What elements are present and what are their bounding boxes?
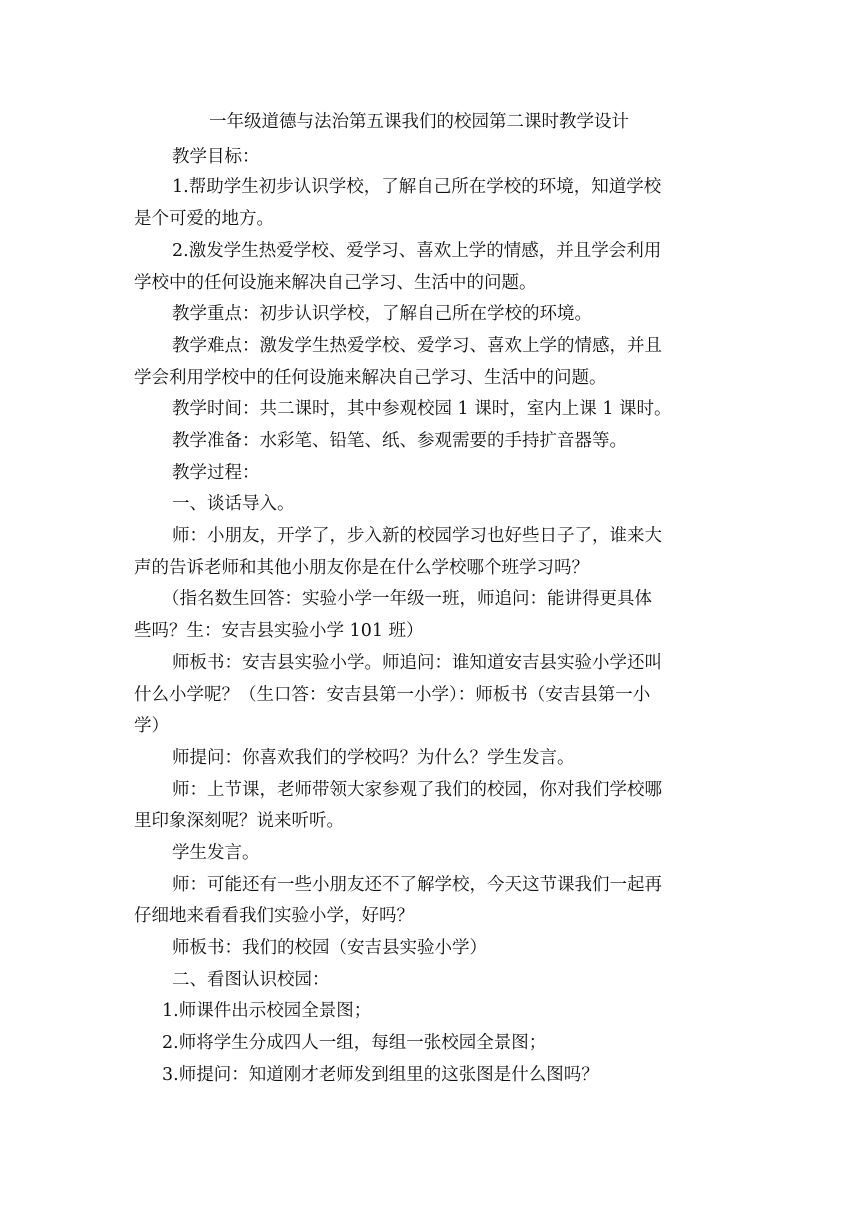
paragraph-line: 学校中的任何设施来解决自己学习、生活中的问题。 [134,273,537,293]
paragraph-line: 些吗？生：安吉县实验小学 101 班） [134,621,424,641]
paragraph-line: 师板书：安吉县实验小学。师追问：谁知道安吉县实验小学还叫 [172,653,662,673]
paragraph-line: 学会利用学校中的任何设施来解决自己学习、生活中的问题。 [134,368,607,388]
section-heading-process: 教学过程： [172,463,260,483]
document-title: 一年级道德与法治第五课我们的校园第二课时教学设计 [209,112,629,132]
paragraph-line: 教学重点：初步认识学校，了解自己所在学校的环境。 [172,304,592,324]
paragraph-line: 学生发言。 [172,843,260,863]
paragraph-line: 教学准备：水彩笔、铅笔、纸、参观需要的手持扩音器等。 [172,431,627,451]
paragraph-line: 什么小学呢？（生口答：安吉县第一小学）：师板书（安吉县第一小 [134,685,651,705]
paragraph-line: 师：上节课，老师带领大家参观了我们的校园，你对我们学校哪 [172,780,662,800]
paragraph-line: （指名数生回答：实验小学一年级一班，师追问：能讲得更具体 [162,589,652,609]
list-item: 2.师将学生分成四人一组，每组一张校园全景图； [162,1033,547,1053]
paragraph-line: 声的告诉老师和其他小朋友你是在什么学校哪个班学习吗？ [134,558,589,578]
section-heading-campus: 二、看图认识校园： [172,970,330,990]
paragraph-line: 是个可爱的地方。 [134,209,274,229]
paragraph-line: 师板书：我们的校园（安吉县实验小学） [172,938,487,958]
paragraph-line: 1.帮助学生初步认识学校，了解自己所在学校的环境，知道学校 [172,177,662,197]
paragraph-line: 师：小朋友，开学了，步入新的校园学习也好些日子了，谁来大 [172,526,662,546]
list-item: 1.师课件出示校园全景图； [162,1001,372,1021]
paragraph-line: 师：可能还有一些小朋友还不了解学校，今天这节课我们一起再 [172,875,662,895]
paragraph-line: 学） [134,716,169,736]
list-item: 3.师提问：知道刚才老师发到组里的这张图是什么图吗？ [162,1065,599,1085]
paragraph-line: 师提问：你喜欢我们的学校吗？为什么？学生发言。 [172,748,575,768]
paragraph-line: 2.激发学生热爱学校、爱学习、喜欢上学的情感，并且学会利用 [172,241,662,261]
section-heading-intro: 一、谈话导入。 [172,494,295,514]
section-heading-objectives: 教学目标： [172,147,260,167]
paragraph-line: 教学难点：激发学生热爱学校、爱学习、喜欢上学的情感，并且 [172,336,662,356]
paragraph-line: 仔细地来看看我们实验小学，好吗？ [134,906,414,926]
paragraph-line: 里印象深刻呢？说来听听。 [134,811,344,831]
paragraph-line: 教学时间：共二课时，其中参观校园 1 课时，室内上课 1 课时。 [172,399,672,419]
